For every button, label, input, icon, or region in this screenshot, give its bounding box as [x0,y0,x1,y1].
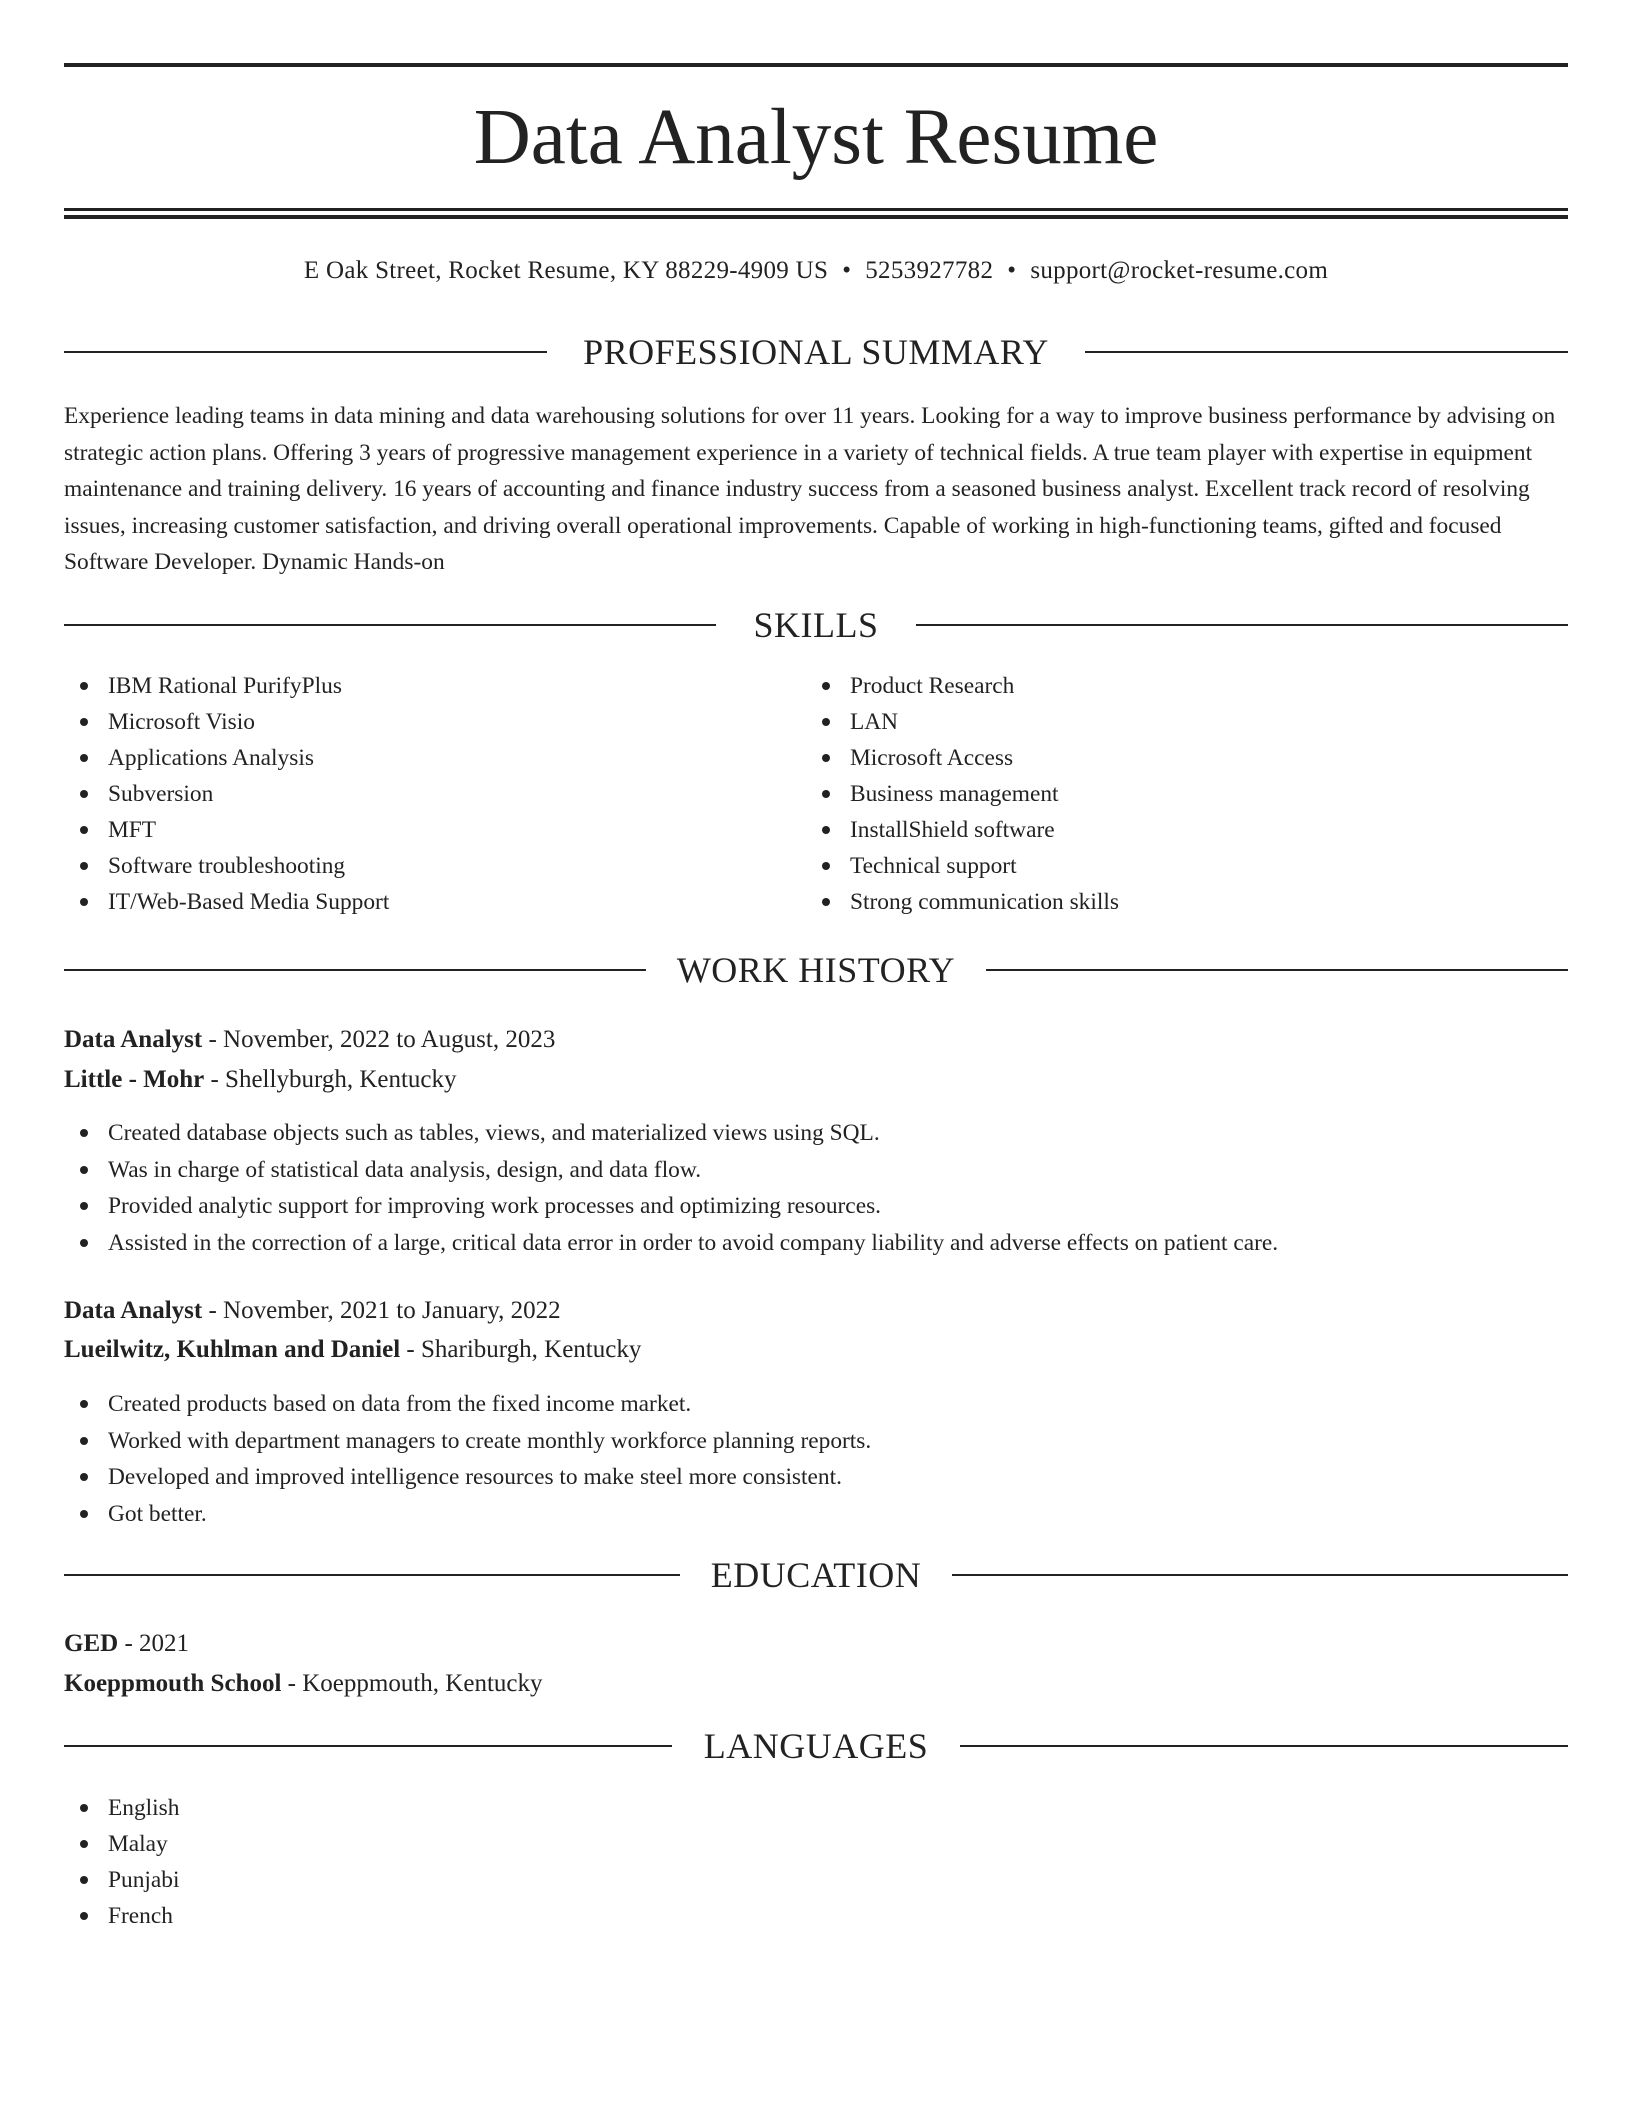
job-duty: Worked with department managers to create monthly workforce planning reports. [64,1423,1568,1460]
skill-item: Software troubleshooting [64,848,800,884]
title-underline-2 [64,215,1568,219]
job-duty: Developed and improved intelligence resources to make steel more consistent. [64,1459,1568,1496]
job-duty: Provided analytic support for improving work processes and optimizing resources. [64,1188,1568,1225]
contact-address: E Oak Street, Rocket Resume, KY 88229-4909 US [303,257,829,284]
job-title-line [64,1022,1568,1058]
skill-item: IT/Web-Based Media Support [64,884,800,920]
education-location: - Koeppmouth, Kentucky [281,1670,543,1697]
skill-item: Technical support [806,848,1542,884]
section-title: SKILLS [753,605,879,645]
education-school-line [64,1666,1568,1702]
skill-item: InstallShield software [806,812,1542,848]
education-degree: GED [64,1630,119,1657]
job-dates: - November, 2021 to January, 2022 [202,1297,561,1324]
job-duty: Was in charge of statistical data analysis, design, and data flow. [64,1152,1568,1189]
job-company-line [64,1062,1568,1098]
job-duty: Created products based on data from the fixed income market. [64,1386,1568,1423]
skill-item: Strong communication skills [806,884,1542,920]
resume-title: Data Analyst Resume [473,94,1159,181]
job-duties-list [64,1386,1568,1532]
job-duty: Assisted in the correction of a large, critical data error in order to avoid company liability and adverse effects on patient care. [64,1225,1568,1262]
title-underline-1 [64,208,1568,211]
section-title: LANGUAGES [703,1726,929,1766]
job-location: - Shellyburgh, Kentucky [204,1066,457,1093]
job-company: Lueilwitz, Kuhlman and Daniel [64,1336,401,1363]
contact-separator: • [1007,257,1017,284]
section-title: WORK HISTORY [676,950,956,990]
job-title: Data Analyst [64,1297,203,1324]
section-title: PROFESSIONAL SUMMARY [583,332,1049,372]
skills-list-right [806,668,1542,920]
contact-line [64,254,1568,288]
education-section-heading [64,1553,1568,1597]
languages-section-heading [64,1724,1568,1768]
skill-item: MFT [64,812,800,848]
job-duties-list [64,1115,1568,1261]
work-section-heading [64,948,1568,992]
section-title: EDUCATION [710,1555,922,1595]
language-item: French [64,1898,800,1934]
language-item: English [64,1790,800,1826]
contact-phone: 5253927782 [865,257,994,284]
job-dates: - November, 2022 to August, 2023 [202,1026,556,1053]
top-rule [64,63,1568,67]
skill-item: IBM Rational PurifyPlus [64,668,800,704]
job-company: Little - Mohr [64,1066,205,1093]
language-item: Malay [64,1826,800,1862]
job-duty: Got better. [64,1496,1568,1533]
skill-item: LAN [806,704,1542,740]
summary-section-heading [64,330,1568,374]
language-item: Punjabi [64,1862,800,1898]
contact-separator: • [842,257,852,284]
education-year: - 2021 [118,1630,190,1657]
job-title: Data Analyst [64,1026,203,1053]
job-title-line [64,1293,1568,1329]
education-degree-line [64,1626,1568,1662]
skill-item: Applications Analysis [64,740,800,776]
skills-list-left [64,668,800,920]
skill-item: Business management [806,776,1542,812]
job-company-line [64,1332,1568,1368]
summary-text: Experience leading teams in data mining and data warehousing solutions for over 11 years. Looking for a way to improve business performance by advising on strategic action plans. Offering 3 years of progressive management experience in a variety of technical fields. A true team player with expertise in equipment maintenance and training delivery. 16 years of accounting and finance industry success from a seasoned business analyst. Excellent track record of resolving issues, increasing customer satisfaction, and driving overall operational improvements. Capable of working in high-functioning teams, gifted and focused Software Developer. Dynamic Hands-on [64,403,1556,575]
skill-item: Microsoft Access [806,740,1542,776]
skill-item: Subversion [64,776,800,812]
languages-list [64,1790,800,1934]
job-location: - Shariburgh, Kentucky [400,1336,642,1363]
contact-email: support@rocket-resume.com [1030,257,1329,284]
education-school: Koeppmouth School [64,1670,282,1697]
skill-item: Product Research [806,668,1542,704]
skill-item: Microsoft Visio [64,704,800,740]
skills-section-heading [64,603,1568,647]
job-duty: Created database objects such as tables, views, and materialized views using SQL. [64,1115,1568,1152]
